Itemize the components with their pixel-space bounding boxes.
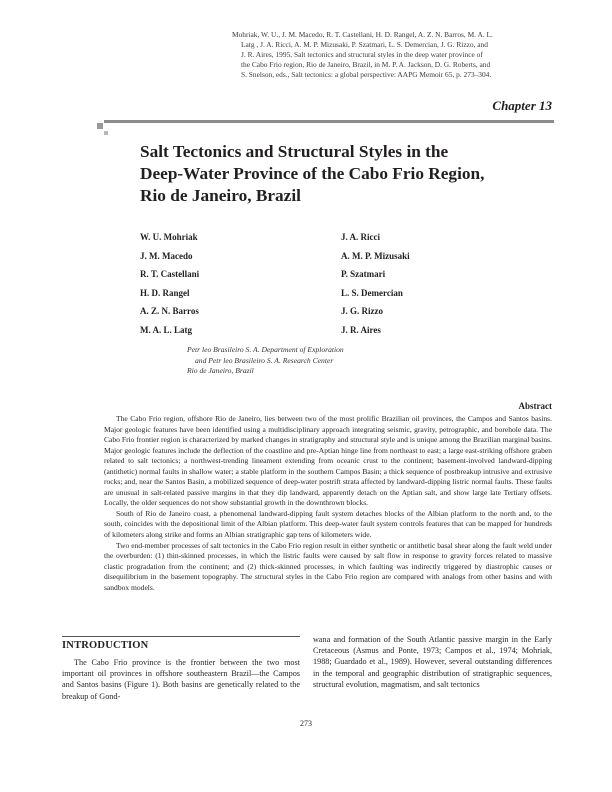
introduction-heading: INTRODUCTION <box>62 640 149 651</box>
body-column-left <box>62 657 300 702</box>
affiliation-line: Petr leo Brasileiro S. A. Department of Exploration <box>187 345 344 354</box>
author-name: A. M. P. Mizusaki <box>341 250 410 261</box>
abstract-paragraph: South of Rio de Janeiro coast, a phenomenal landward-dipping fault system detaches blocks of the Albian platform to the north and, to the south, coincides with the depositional limit of the Albian platform. This deep-water fault system controls features that can be mapped for hundreds of kilometers along strike and forms an Albian stratigraphic gap tens of kilometers wide. <box>104 508 552 540</box>
abstract-heading: Abstract <box>518 401 552 411</box>
paper-title <box>140 141 540 207</box>
author-name: H. D. Rangel <box>140 287 190 298</box>
body-paragraph: wana and formation of the South Atlantic passive margin in the Early Cretaceous (Asmus and Ponte, 1973; Campos et al., 1974; Mohriak, 1988; Guardado et al., 1989). However, several outstanding differences in the temporal and geographic distribution of stratigraphic sequences, structural evolution, magmatism, and salt tectonics <box>313 635 552 689</box>
citation-line: Latg , J. A. Ricci, A. M. P. Mizusaki, P. Szatmari, L. S. Demercian, J. G. Rizzo, and <box>241 40 488 49</box>
page-number: 273 <box>300 719 312 728</box>
author-name: J. R. Aires <box>341 324 381 335</box>
title-line: Deep-Water Province of the Cabo Frio Region, <box>140 164 485 183</box>
affiliation-line: Rio de Janeiro, Brazil <box>187 366 254 375</box>
citation-line: the Cabo Frio region, Rio de Janeiro, Brazil, in M. P. A. Jackson, D. G. Roberts, and <box>241 60 491 69</box>
authors-left-column <box>140 232 199 343</box>
authors-right-column <box>341 232 410 343</box>
author-name: L. S. Demercian <box>341 287 403 298</box>
abstract-paragraph: Two end-member processes of salt tectonics in the Cabo Frio region result in either synthetic or antithetic basal shear along the fault weld under the overburden: (1) thin-skinned processes, in which the listric faults were caused by salt flow in response to gravity forces related to massive clastic progradation from the continent; and (2) thick-skinned processes, in which faulting was indirectly triggered by diastrophic causes or disequilibrium in the basement topography. The structural styles in the Cabo Frio region are compared with analogs from other basins and with sandbox models. <box>104 540 552 592</box>
abstract-body <box>104 414 552 593</box>
affiliation-line: and Petr leo Brasileiro S. A. Research Center <box>195 355 334 365</box>
citation-line: J. R. Aires, 1995, Salt tectonics and structural styles in the deep water province of <box>241 50 483 59</box>
corner-square-ornament <box>97 123 103 129</box>
corner-square-ornament-small <box>104 131 108 135</box>
title-line: Salt Tectonics and Structural Styles in the <box>140 142 449 161</box>
author-name: P. Szatmari <box>341 269 386 279</box>
author-name: J. A. Ricci <box>341 232 380 242</box>
affiliation-block <box>187 345 344 377</box>
citation-block <box>232 30 532 80</box>
section-rule <box>62 636 300 637</box>
author-name: A. Z. N. Barros <box>140 306 199 316</box>
title-line: Rio de Janeiro, Brazil <box>140 186 301 205</box>
author-name: R. T. Castellani <box>140 269 200 279</box>
abstract-paragraph: The Cabo Frio region, offshore Rio de Janeiro, lies between two of the most prolific Brazilian oil provinces, the Campos and Santos basins. Major geologic features have been identified using a multidisciplinary approach integrating seismic, gravity, petrographic, and borehole data. The Cabo Frio frontier region is characterized by marked changes in stratigraphy and structural style and is unique among the Brazilian marginal basins. Major geologic features include the deflection of the coastline and pre-Aptian hinge line from northeast to east; a large east-striking offshore graben related to salt tectonics; a northwest-trending lineament extending from oceanic crust to the continent; basement-involved landward-dipping (antithetic) normal faults in shallow water; a stable platform in the southern Campos Basin; a thick sequence of postbreakup intrusive and extrusive rocks; and, near the Santos Basin, a mobilized sequence of deep-water postrift strata affected by landward-dipping listric normal faults. These faults are unusual in salt-related passive margins in that they dip landward, apparently detach on the Aptian salt, and show large late Tertiary offsets. Locally, the older sequences do not show substantial growth in the downthrown blocks. <box>104 414 552 508</box>
body-paragraph: The Cabo Frio province is the frontier between the two most important oil provinces in offshore southeastern Brazil—the Campos and Santos basins (Figure 1). Both basins are genetically related to the breakup of Gond- <box>62 658 300 701</box>
body-column-right <box>313 634 552 690</box>
author-name: J. G. Rizzo <box>341 306 383 316</box>
citation-line: Mohriak, W. U., J. M. Macedo, R. T. Castellani, H. D. Rangel, A. Z. N. Barros, M. A. L. <box>232 30 493 39</box>
author-name: W. U. Mohriak <box>140 232 198 242</box>
citation-line: S. Snelson, eds., Salt tectonics: a global perspective: AAPG Memoir 65, p. 273–304. <box>241 70 492 79</box>
author-name: J. M. Macedo <box>140 250 193 261</box>
header-rule <box>104 120 554 123</box>
chapter-label: Chapter 13 <box>492 98 552 113</box>
author-name: M. A. L. Latg <box>140 324 193 335</box>
